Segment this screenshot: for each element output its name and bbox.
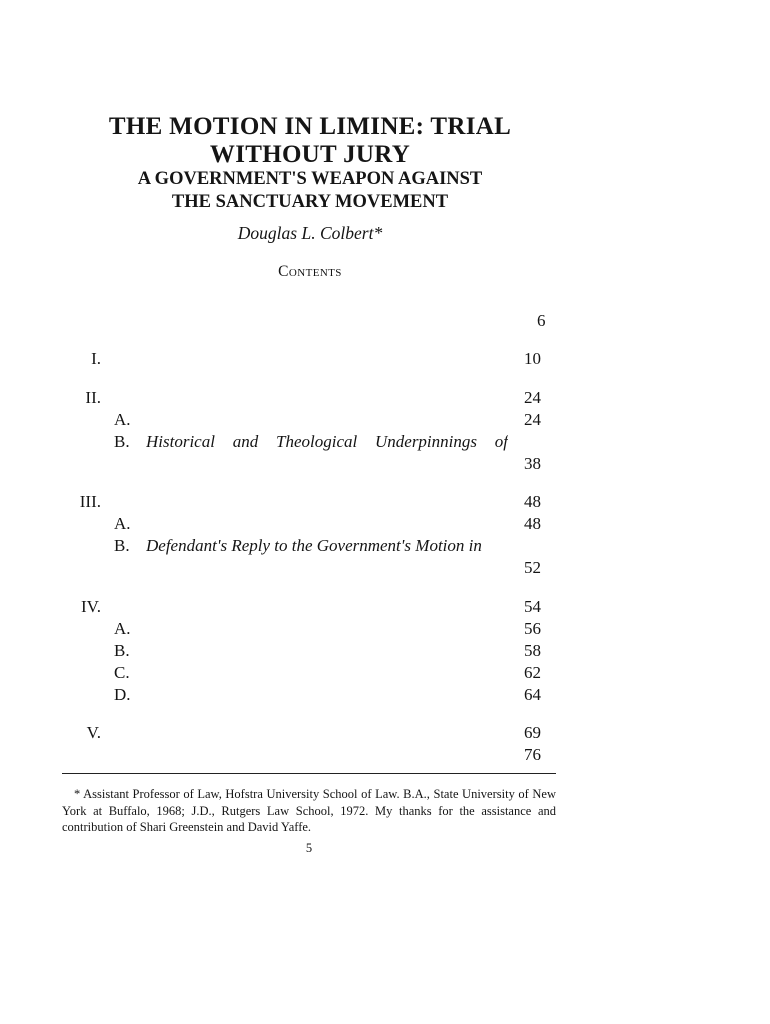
toc-part-numeral: II. (85, 388, 101, 407)
toc-entry-part-3 (0, 491, 560, 513)
toc-section-letter: B. (114, 536, 130, 555)
toc-entry-part-3-b (0, 535, 560, 557)
toc-page-number: 10 (524, 349, 541, 368)
toc-page-number: 69 (524, 723, 541, 742)
toc-page-number: 48 (524, 492, 541, 511)
contents-heading: Contents (278, 263, 342, 280)
toc-entry-part-4-c (0, 662, 560, 684)
toc-entry-label-line-1: Defendant's Reply to the Government's Motion in (146, 536, 482, 555)
toc-page-number: 52 (524, 558, 541, 577)
toc-entry-part-4-a (0, 618, 560, 640)
title-line-2: WITHOUT JURY (209, 141, 411, 168)
toc-entry-part-3-b-cont (0, 557, 560, 579)
toc-entry-part-2-a (0, 409, 560, 431)
toc-part-numeral: I. (91, 349, 101, 368)
toc-page-number: 6 (537, 311, 546, 330)
toc-part-numeral: III. (79, 492, 101, 511)
toc-page-number: 76 (524, 745, 541, 764)
subtitle-line-2: THE SANCTUARY MOVEMENT (171, 192, 449, 212)
toc-entry-part-1 (0, 348, 560, 370)
subtitle-line-1: A GOVERNMENT'S WEAPON AGAINST (137, 169, 483, 189)
toc-section-letter: A. (114, 410, 131, 429)
toc-section-letter: D. (114, 685, 131, 704)
toc-entry-part-5 (0, 722, 560, 744)
toc-entry-part-2-b-cont (0, 453, 560, 475)
toc-page-number: 24 (524, 410, 541, 429)
toc-page-number: 58 (524, 641, 541, 660)
toc-part-numeral: IV. (81, 597, 101, 616)
toc-entry-part-4-b (0, 640, 560, 662)
toc-page-number: 54 (524, 597, 541, 616)
toc-section-letter: B. (114, 432, 130, 451)
toc-section-letter: A. (114, 619, 131, 638)
toc-section-letter: A. (114, 514, 131, 533)
toc-entry-part-4 (0, 596, 560, 618)
toc-page-number: 48 (524, 514, 541, 533)
toc-entry-part-3-a (0, 513, 560, 535)
toc-entry-part-2-b (0, 431, 560, 453)
toc-page-number: 38 (524, 454, 541, 473)
toc-section-letter: B. (114, 641, 130, 660)
toc-entry-label-line-1: Historical and Theological Underpinnings of (146, 432, 508, 451)
toc-entry-conclusion (0, 744, 560, 766)
footnote-divider (62, 773, 556, 774)
toc-part-numeral: V. (86, 723, 101, 742)
author-name: Douglas L. Colbert* (237, 223, 383, 243)
author-footnote: * Assistant Professor of Law, Hofstra University School of Law. B.A., State University of New York at Buffalo, 1968; J.D., Rutgers Law School, 1972. My thanks for the assistance and contribution of Shari Greenstein and David Yaffe. (62, 787, 556, 834)
page-number: 5 (305, 841, 313, 855)
toc-page-number: 64 (524, 685, 541, 704)
title-line-1: THE MOTION IN LIMINE: TRIAL (108, 113, 512, 140)
toc-page-number: 62 (524, 663, 541, 682)
toc-page-number: 56 (524, 619, 541, 638)
toc-page-number: 24 (524, 388, 541, 407)
toc-entry-part-4-d (0, 684, 560, 706)
toc-section-letter: C. (114, 663, 130, 682)
toc-entry-part-2 (0, 387, 560, 409)
toc-entry-introduction (0, 310, 560, 332)
